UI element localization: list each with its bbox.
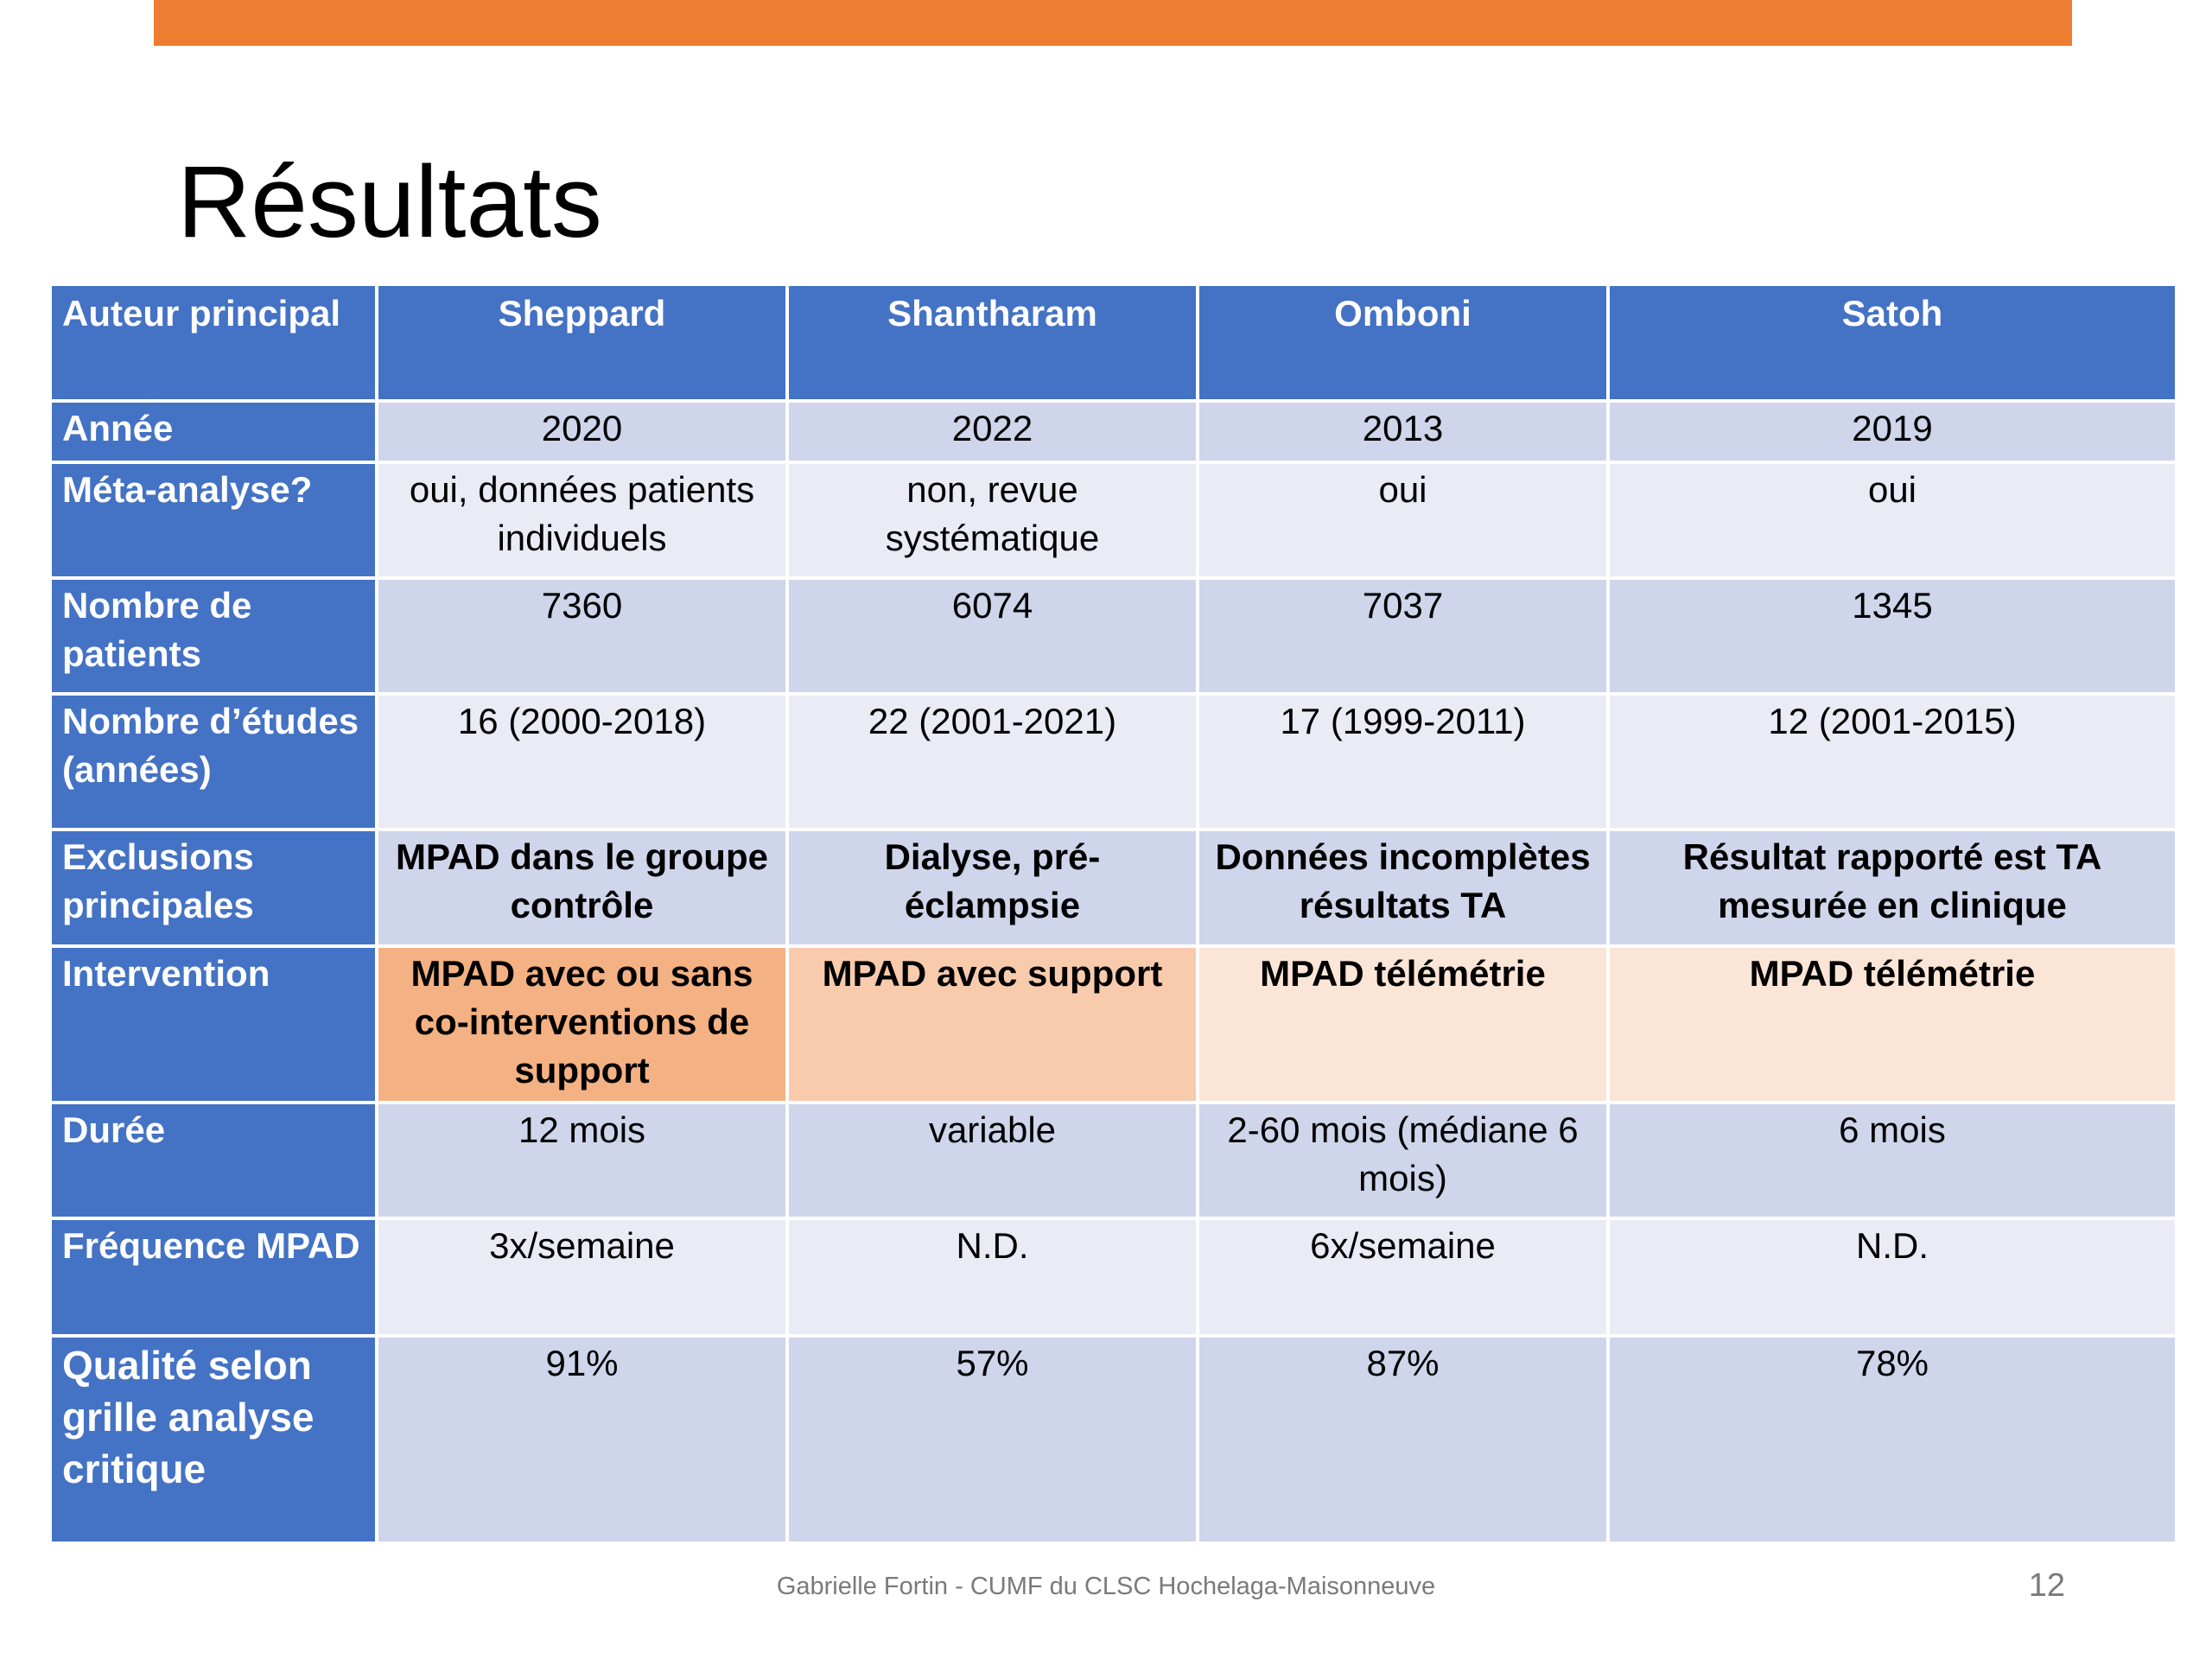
row-label: Nombre de patients bbox=[50, 578, 377, 694]
table-cell: N.D. bbox=[1608, 1218, 2177, 1336]
table-cell: MPAD dans le groupe contrôle bbox=[377, 830, 787, 946]
table-cell: 91% bbox=[377, 1336, 787, 1543]
table-cell: N.D. bbox=[787, 1218, 1198, 1336]
table-cell: Données incomplètes résultats TA bbox=[1198, 830, 1608, 946]
table-cell: 6 mois bbox=[1608, 1103, 2177, 1218]
table-row-meta-analyse bbox=[50, 462, 2177, 578]
table-cell: 2022 bbox=[787, 401, 1198, 462]
table-cell: 12 mois bbox=[377, 1103, 787, 1218]
table-cell: MPAD télémétrie bbox=[1198, 946, 1608, 1103]
table-row-duree bbox=[50, 1103, 2177, 1218]
table-cell: 16 (2000-2018) bbox=[377, 694, 787, 830]
row-label: Intervention bbox=[50, 946, 377, 1103]
table-cell: 1345 bbox=[1608, 578, 2177, 694]
row-label: Durée bbox=[50, 1103, 377, 1218]
table-cell: variable bbox=[787, 1103, 1198, 1218]
header-label: Auteur principal bbox=[50, 284, 377, 401]
table-row-intervention bbox=[50, 946, 2177, 1103]
top-accent-bar bbox=[154, 0, 2072, 46]
table-cell: non, revue systématique bbox=[787, 462, 1198, 578]
table-cell: Dialyse, pré-éclampsie bbox=[787, 830, 1198, 946]
table-cell: 7037 bbox=[1198, 578, 1608, 694]
column-header-shantharam: Shantharam bbox=[787, 284, 1198, 401]
table-row-qualite bbox=[50, 1336, 2177, 1543]
table-cell: 6074 bbox=[787, 578, 1198, 694]
table-row-frequence bbox=[50, 1218, 2177, 1336]
row-label: Nombre d’études (années) bbox=[50, 694, 377, 830]
column-header-satoh: Satoh bbox=[1608, 284, 2177, 401]
table-cell: 6x/semaine bbox=[1198, 1218, 1608, 1336]
table-cell: MPAD télémétrie bbox=[1608, 946, 2177, 1103]
row-label: Exclusions principales bbox=[50, 830, 377, 946]
table-cell: MPAD avec ou sans co-interventions de support bbox=[377, 946, 787, 1103]
slide-footer: Gabrielle Fortin - CUMF du CLSC Hochelaga-Maisonneuve bbox=[776, 1573, 1436, 1600]
table-row-nombre-patients bbox=[50, 578, 2177, 694]
results-table bbox=[48, 283, 2178, 1545]
table-cell: 57% bbox=[787, 1336, 1198, 1543]
row-label: Fréquence MPAD bbox=[50, 1218, 377, 1336]
table-row-nombre-etudes bbox=[50, 694, 2177, 830]
table-cell: 2019 bbox=[1608, 401, 2177, 462]
column-header-omboni: Omboni bbox=[1198, 284, 1608, 401]
table-cell: 2013 bbox=[1198, 401, 1608, 462]
row-label: Année bbox=[50, 401, 377, 462]
table-cell: 17 (1999-2011) bbox=[1198, 694, 1608, 830]
table-cell: 2-60 mois (médiane 6 mois) bbox=[1198, 1103, 1608, 1218]
table-cell: 12 (2001-2015) bbox=[1608, 694, 2177, 830]
table-cell: 2020 bbox=[377, 401, 787, 462]
table-cell: 87% bbox=[1198, 1336, 1608, 1543]
table-cell: Résultat rapporté est TA mesurée en clinique bbox=[1608, 830, 2177, 946]
table-cell: oui bbox=[1198, 462, 1608, 578]
row-label: Qualité selon grille analyse critique bbox=[50, 1336, 377, 1543]
table-cell: 3x/semaine bbox=[377, 1218, 787, 1336]
row-label: Méta-analyse? bbox=[50, 462, 377, 578]
table-cell: 78% bbox=[1608, 1336, 2177, 1543]
table-cell: oui, données patients individuels bbox=[377, 462, 787, 578]
page-number: 12 bbox=[2028, 1567, 2065, 1604]
slide-title: Résultats bbox=[177, 145, 602, 259]
table-cell: 7360 bbox=[377, 578, 787, 694]
table-header-row bbox=[50, 284, 2177, 401]
table-row-exclusions bbox=[50, 830, 2177, 946]
table-cell: 22 (2001-2021) bbox=[787, 694, 1198, 830]
table-cell: MPAD avec support bbox=[787, 946, 1198, 1103]
column-header-sheppard: Sheppard bbox=[377, 284, 787, 401]
table-cell: oui bbox=[1608, 462, 2177, 578]
table-row-annee bbox=[50, 401, 2177, 462]
